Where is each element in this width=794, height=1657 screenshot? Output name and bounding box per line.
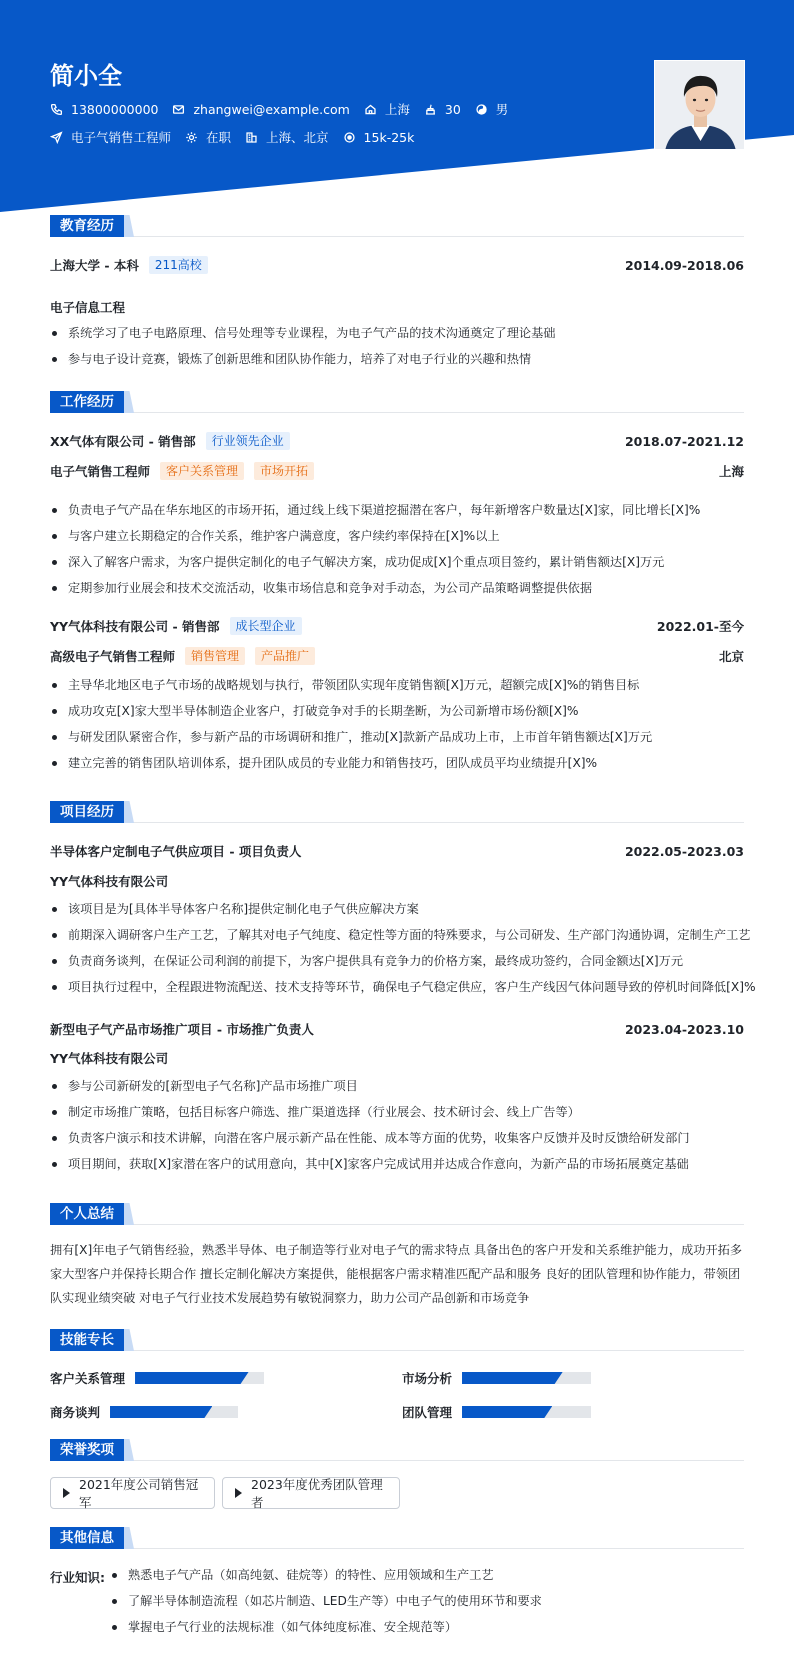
- project-details: [50, 1076, 750, 1180]
- salary-text: 15k-25k: [363, 129, 415, 145]
- section-title-skills: 技能专长: [50, 1329, 124, 1351]
- job-date: 2022.01-至今: [656, 619, 744, 634]
- project-company-row: [50, 872, 744, 890]
- skill-bar: [462, 1406, 591, 1418]
- education-list: [50, 323, 750, 375]
- list-item: 深入了解客户需求，为客户提供定制化的电子气解决方案，成功促成[X]个重点项目签约，累计销售额达[X]万元: [50, 552, 750, 578]
- skill-bar: [462, 1372, 591, 1384]
- list-item: 熟悉电子气产品（如高纯氨、硅烷等）的特性、应用领域和生产工艺: [112, 1565, 542, 1591]
- salary-item: [343, 130, 415, 145]
- job-header: [50, 617, 744, 635]
- skill-item: [402, 1369, 591, 1387]
- project-header: [50, 1020, 744, 1038]
- award-text: 2021年度公司销售冠军: [79, 1477, 199, 1510]
- list-item: 负责客户演示和技术讲解，向潜在客户展示新产品在性能、成本等方面的优势，收集客户反馈并及时反馈给研发部门: [50, 1128, 750, 1154]
- skill-item: [50, 1403, 238, 1421]
- salary-icon: [343, 131, 356, 144]
- skill-fill: [110, 1406, 212, 1418]
- list-item: 参与电子设计竞赛，锻炼了创新思维和团队协作能力，培养了对电子行业的兴趣和热情: [50, 349, 750, 375]
- age-text: 30: [444, 101, 461, 117]
- list-item: 制定市场推广策略，包括目标客户筛选、推广渠道选择（行业展会、技术研讨会、线上广告等）: [50, 1102, 750, 1128]
- list-item: 定期参加行业展会和技术交流活动，收集市场信息和竞争对手动态，为公司产品策略调整提供依据: [50, 578, 750, 604]
- age-item: [424, 102, 461, 117]
- list-item: 项目期间，获取[X]家潜在客户的试用意向，其中[X]家客户完成试用并达成合作意向，为新产品的市场拓展奠定基础: [50, 1154, 750, 1180]
- section-summary: [50, 1203, 744, 1225]
- school-tag: 211高校: [149, 256, 208, 274]
- section-title-education: 教育经历: [50, 215, 124, 237]
- award-chip: [50, 1477, 215, 1509]
- job-header: [50, 432, 744, 450]
- job-location: 北京: [718, 649, 744, 664]
- school-name: 上海大学 - 本科: [50, 258, 139, 273]
- skill-bar: [135, 1372, 264, 1384]
- role-tag: 产品推广: [255, 647, 315, 665]
- list-item: 前期深入调研客户生产工艺，了解其对电子气纯度、稳定性等方面的特殊要求，与公司研发、生产部门沟通协调，定制生产工艺: [50, 925, 750, 951]
- gender-item: [475, 100, 509, 118]
- list-item: 成功攻克[X]家大型半导体制造企业客户，打破竞争对手的长期垄断，为公司新增市场份额[X]%: [50, 701, 750, 727]
- target-city-item: [245, 128, 329, 146]
- section-title-summary: 个人总结: [50, 1203, 124, 1225]
- list-item: 建立完善的销售团队培训体系，提升团队成员的专业能力和销售技巧，团队成员平均业绩提升[X]%: [50, 753, 750, 779]
- job-role-row: [50, 647, 744, 665]
- skill-item: [402, 1403, 591, 1421]
- gender-icon: [475, 103, 488, 116]
- project-company: YY气体科技有限公司: [50, 1051, 169, 1066]
- role-tag: 销售管理: [185, 647, 245, 665]
- project-date: 2022.05-2023.03: [624, 843, 744, 859]
- age-icon: [424, 103, 437, 116]
- status-icon: [185, 131, 198, 144]
- gender-text: 男: [495, 102, 509, 117]
- project-company: YY气体科技有限公司: [50, 874, 169, 889]
- list-item: 系统学习了电子电路原理、信号处理等专业课程，为电子气产品的技术沟通奠定了理论基础: [50, 323, 750, 349]
- company-tag: 行业领先企业: [206, 432, 290, 450]
- city-text: 上海: [384, 102, 410, 117]
- phone-item: [50, 102, 158, 117]
- project-date: 2023.04-2023.10: [624, 1021, 744, 1037]
- section-title-other: 其他信息: [50, 1527, 124, 1549]
- skill-fill: [462, 1372, 563, 1384]
- company-tag: 成长型企业: [230, 617, 302, 635]
- building-icon: [245, 131, 258, 144]
- job-intent-row: [50, 128, 428, 146]
- section-awards: [50, 1439, 744, 1461]
- award-text: 2023年度优秀团队管理者: [251, 1477, 383, 1510]
- phone-icon: [50, 103, 63, 116]
- profile-photo: [654, 60, 745, 150]
- skill-name: 团队管理: [402, 1405, 453, 1420]
- position-item: [50, 128, 171, 146]
- job-duties: [50, 675, 750, 779]
- other-label: 行业知识:: [50, 1570, 105, 1585]
- mail-icon: [172, 103, 185, 116]
- skill-name: 客户关系管理: [50, 1371, 126, 1386]
- list-item: 主导华北地区电子气市场的战略规划与执行，带领团队实现年度销售额[X]万元，超额完成[X]%的销售目标: [50, 675, 750, 701]
- section-title-work: 工作经历: [50, 391, 124, 413]
- section-work: [50, 391, 744, 413]
- company-name: XX气体有限公司 - 销售部: [50, 434, 196, 449]
- section-skills: [50, 1329, 744, 1351]
- status-item: [185, 128, 231, 146]
- major-name: 电子信息工程: [50, 300, 126, 315]
- summary-text: 拥有[X]年电子气销售经验，熟悉半导体、电子制造等行业对电子气的需求特点 具备出色的客户开发和关系维护能力，成功开拓多家大型客户并保持长期合作 擅长定制化解决方案提供，能根据客户需求精准匹配产品和服务 良好的团队管理和协作能力，带领团队实现业绩突破 对电子气行业技术发展趋势有敏锐洞察力，助力公司产品创新和市场竞争: [50, 1243, 743, 1305]
- skill-name: 商务谈判: [50, 1405, 101, 1420]
- section-education: [50, 215, 744, 237]
- job-location: 上海: [718, 464, 744, 479]
- target-city-text: 上海、北京: [266, 130, 329, 145]
- phone-text: 13800000000: [71, 101, 159, 117]
- list-item: 负责电子气产品在华东地区的市场开拓，通过线上线下渠道挖掘潜在客户，每年新增客户数量达[X]家，同比增长[X]%: [50, 500, 750, 526]
- list-item: 掌握电子气行业的法规标准（如气体纯度标准、安全规范等）: [112, 1617, 542, 1643]
- award-chip: [222, 1477, 400, 1509]
- education-date: 2014.09-2018.06: [624, 257, 744, 273]
- candidate-name: 简小全: [50, 62, 122, 90]
- role-tag: 市场开拓: [254, 462, 314, 480]
- play-icon: [63, 1488, 70, 1498]
- play-icon: [235, 1488, 242, 1498]
- job-role: 电子气销售工程师: [50, 464, 151, 479]
- major-row: [50, 298, 744, 316]
- skill-name: 市场分析: [402, 1371, 453, 1386]
- other-list: [112, 1565, 542, 1643]
- section-title-awards: 荣誉奖项: [50, 1439, 124, 1461]
- email-item: [172, 102, 349, 117]
- list-item: 与研发团队紧密合作，参与新产品的市场调研和推广，推动[X]款新产品成功上市，上市首年销售额达[X]万元: [50, 727, 750, 753]
- project-name: 半导体客户定制电子气供应项目 - 项目负责人: [50, 844, 302, 859]
- list-item: 项目执行过程中，全程跟进物流配送、技术支持等环节，确保电子气稳定供应，客户生产线因气体问题导致的停机时间降低[X]%: [50, 977, 750, 1003]
- section-projects: [50, 801, 744, 823]
- role-tag: 客户关系管理: [160, 462, 244, 480]
- job-role-row: [50, 462, 744, 480]
- email-text: zhangwei@example.com: [193, 101, 350, 117]
- skill-item: [50, 1369, 264, 1387]
- skill-fill: [462, 1406, 552, 1418]
- send-icon: [50, 131, 63, 144]
- skill-bar: [110, 1406, 238, 1418]
- position-text: 电子气销售工程师: [71, 130, 172, 145]
- list-item: 参与公司新研发的[新型电子气名称]产品市场推广项目: [50, 1076, 750, 1102]
- job-date: 2018.07-2021.12: [624, 433, 744, 449]
- list-item: 与客户建立长期稳定的合作关系，维护客户满意度，客户续约率保持在[X]%以上: [50, 526, 750, 552]
- home-icon: [364, 103, 377, 116]
- company-name: YY气体科技有限公司 - 销售部: [50, 619, 220, 634]
- contact-row: [50, 100, 522, 118]
- city-item: [364, 100, 410, 118]
- section-other: [50, 1527, 744, 1549]
- list-item: 该项目是为[具体半导体客户名称]提供定制化电子气供应解决方案: [50, 899, 750, 925]
- education-header: [50, 256, 744, 274]
- project-name: 新型电子气产品市场推广项目 - 市场推广负责人: [50, 1022, 314, 1037]
- job-duties: [50, 500, 750, 604]
- status-text: 在职: [206, 130, 232, 145]
- project-header: [50, 842, 744, 860]
- job-role: 高级电子气销售工程师: [50, 649, 176, 664]
- project-company-row: [50, 1049, 744, 1067]
- project-details: [50, 899, 756, 1003]
- list-item: 了解半导体制造流程（如芯片制造、LED生产等）中电子气的使用环节和要求: [112, 1591, 542, 1617]
- skill-fill: [135, 1372, 249, 1384]
- list-item: 负责商务谈判，在保证公司利润的前提下，为客户提供具有竞争力的价格方案，最终成功签约，合同金额达[X]万元: [50, 951, 750, 977]
- section-title-projects: 项目经历: [50, 801, 124, 823]
